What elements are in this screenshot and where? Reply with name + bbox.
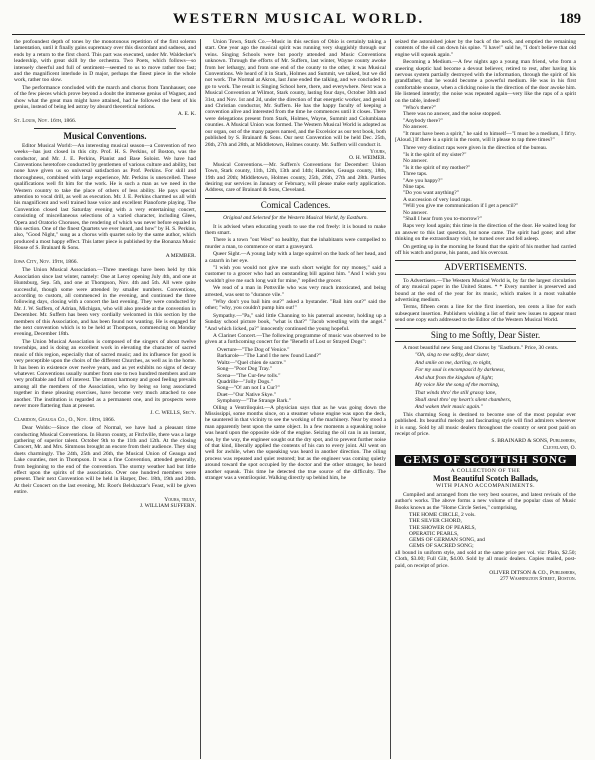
dialog-line: A succession of very loud raps. [403, 196, 472, 203]
programme-item: Scena—"The Cur-few tolls." [217, 372, 281, 379]
dialog-line: "Anybody there?" [403, 117, 443, 124]
programme-item: Waltz—"Quel chien de sactre." [217, 359, 286, 366]
dialog-line: There was no answer, and the noise stopped. [403, 111, 501, 118]
article-paragraph: "I wish you would not give me such short weight for my money," said a customer to a grocer who had an outstanding bill against him. "And I wish you wouldn't give me such long wait for mine," replied the grocer. [205, 265, 386, 284]
gems-ballads-title: Most Beautiful Scotch Ballads, [433, 473, 538, 483]
ad-paragraph: Terms, fifteen cents a line for the first insertion, ten cents a line for each subsequent insertion. Publishers wishing a list of their new issues to appear must send one copy each addressed to the Editor of the Western Musical World. [395, 304, 576, 324]
gems-accompaniments: WITH PIANO ACCOMPANIMENTS. [435, 483, 536, 490]
article-paragraph: It is advised when educating youth to use the rod freely: it is bound to make them smart. [205, 223, 386, 236]
article-paragraph: Musical Conventions.—Mr. Suffern's Conventions for December: Union Town, Stark county, 11th, 12th, 13th and 14th; Hamden, Geauga county, 18th, 19th and 20th; Middletown, Holmes county, 25th, 26th, 27th and 28th. Parties desiring our services in January or February, will please make early application. Address, care of Brainard & Sons, Cleveland. [205, 161, 386, 194]
programme-item: Quadrille—"Jolly Dogs." [217, 378, 273, 385]
series-list [395, 512, 576, 550]
series-item: THE SHOWER OF PEARLS, [409, 524, 476, 531]
signature: A MEMBER. [165, 252, 196, 259]
dialog-line: "Who's there?" [403, 105, 437, 112]
programme-item: Overture—"The Dog of Venice." [217, 346, 290, 353]
article-paragraph: On getting up in the morning he found that the spirit of his mother had carried off his watch and purse, his pants, and his overcoat. [395, 243, 576, 256]
dateline: St. Louis, Nov. 16th, 1866. [14, 117, 77, 124]
dialog-block [395, 105, 576, 131]
programme-item: Duet—"Our Native Skye." [217, 391, 277, 398]
article-paragraph: The Union Musical Association.—Three meetings have been held by this Association since last winter, namely: One at Leroy opening July 4th, and one at Huntsburg, Sep. 5th, and one at Thompson, Nov. 4th and 5th. All were quite successful, though some were attended by smaller numbers. Conventions, according to custom, all commenced in the evening, and continued the three following days, closing with a concert the last evening. They were conducted by Mr. J. W. Suffern, of Adrian, Michigan, who will also preside at the convention in December. Mr. Suffern has been very cordially welcomed in this section by the members of this Association, and has been found not wanting. He is engaged for the next convention which is to be held at Thompson, commencing on Monday evening, December 18th. [14, 267, 196, 338]
article-paragraph: "It must have been a spirit," he said to himself—"I must be a medium, I fit'ry. [Aloud.] If there is a spirit in the room, will it please to rap three times?" [395, 130, 576, 144]
article-paragraph: Queer Sight.—A young lady with a large squirrel on the back of her head, and a catarrh in her eye. [205, 251, 386, 264]
column-2 [200, 39, 390, 759]
dialog-line: "Will you give me communication if I get a pencil?" [403, 203, 519, 210]
masthead-title: WESTERN MUSICAL WORLD. [172, 11, 425, 27]
article-paragraph: Editor Musical World:—An interesting musical season—a Convention of two weeks—has just closed in this city. Prof. H. S. Perkins, of Boston, was the conductor, and Mr. J. E. Perkins, Pianist and Base Soloist. We have had Conventions heretofore conducted by gentlemen of various culture and ability, but none have given us so universal satisfaction as Prof. Perkins. For skill and thoroughness, combined with large experience, Mr. Perkins is unexcelled. These qualifications well fit him for the work. He is such a man as we need in the Western country to take the place of others of less ability. He pays special attention to vocal drill, as well as execution. Mr. J. E. Perkins charmed us all with his magnificent and well trained base voice and excellent Pianoforte playing. The Convention closed last Saturday evening with a very entertaining concert, consisting of miscellaneous selections of a varied character, including Glees, Opera and Oratorio Choruses, the rendering of which was never before equaled in this section. One of the finest Quartets we ever heard, and how" by H. S. Perkins, also, "Good Night," sung as a chorus with quartet solo by the same author, which produced a most happy effect. This latter piece is published by the Bonanza Music House of S. Brainard & Sons. [14, 142, 196, 252]
publisher-signature: S. BRAINARD & SONS, Publishers, [491, 438, 576, 445]
signature: O. H. WEIMER. [348, 155, 386, 162]
series-item: OPERATIC PEARLS, [409, 530, 459, 537]
dateline: Iowa City, Nov. 19th, 1866. [14, 259, 78, 265]
programme-item: Symphony—"The Strange Bark." [217, 398, 291, 405]
dialog-line: "Is it the spirit of my mother?" [403, 164, 471, 171]
article-paragraph: The performance concluded with the march and chorus from Tannhauser, one of the few pieces which prove beyond a doubt the immense genius of Wagner, and show what the great man might have attained, had he followed the bent of his genius, instead of being led astray by absurd theoretical notions. [14, 84, 196, 111]
verse-line: And waken their music again." [415, 404, 483, 411]
page-header [12, 8, 585, 35]
signature: Yours, truly, [164, 496, 196, 503]
dialog-line: No answer. [403, 209, 428, 216]
verse-line: "Oh, sing to me softly, dear sister, [415, 352, 490, 359]
dialog-block [395, 152, 576, 216]
verse-line: Shall steal thro' my heart's silent chambers, [415, 396, 512, 403]
article-paragraph: Oiling a Ventriloquist.—A physician says that as he was going down the Mississippi, some months since, on a steamer whose engine was upon the deck, he sauntered in that vicinity to see the working of the machinery. Near by stood a man apparently bent upon the same object. In a few moments a squeaking noise was heard upon the opposite side of the engine. Seizing the oil can in an instant, one, by the way, the engineer sought out the dry spot, and to prevent further noise of that kind, liberally applied the contents of his can to every joint. All went on well for awhile, when the squeaking was heard in another direction. The oiling process was repeated and quiet restored; but as the engineer was coming quietly around toward the spot occupied by the doctor and the other stranger, he heard another squeak. This time he detected the true source of the difficulty. The stranger was a ventriloquist. Walking directly up behind him, he [205, 404, 386, 481]
verse-line: My voice like the song of the morning, [415, 382, 500, 389]
publisher-signature: Cleveland, O. [542, 444, 576, 451]
section-heading-comical-cadences: Comical Cadences. [205, 198, 386, 212]
series-item: THE SILVER CHORD, [409, 518, 462, 525]
ad-paragraph: To Advertisers.—The Western Musical World is, by far the largest circulation of any musical paper in the United States. * * Every number is preserved and bound at the end of the year for its music, which makes it a most valuable advertising medium. [395, 277, 576, 304]
programme-item: Song—"Poor Dog Tray." [217, 366, 273, 373]
gems-scottish-song-banner: GEMS OF SCOTTISH SONG [395, 455, 576, 465]
article-paragraph: Raps very loud again; this time in the direction of the door. He waited long for an answer to this last question, but none came. The spirit had gone; and after thinking on the extraordinary visit, he turned over and fell asleep. [395, 223, 576, 243]
article-paragraph: There is a town "out West" so healthy, that the inhabitants were compelled to murder a man, to commence or start a graveyard. [205, 237, 386, 250]
article-paragraph: "Shall I hear from you to-morrow?" [403, 215, 482, 222]
divider [34, 128, 176, 129]
publisher-signature: OLIVER DITSON & CO., Publishers, [489, 570, 576, 576]
series-item: GEMS OF SACRED SONG; [409, 543, 474, 550]
article-paragraph: Sympathy.—"Pa," said little Channing to his paternal ancestor, holding up a Sunday school picture book, "what is that?" "Jacob wrestling with the angel." "And which licked, pa?" innocently continued the young hopeful. [205, 312, 386, 332]
signature: J. C. WELLS, Sec'y. [150, 410, 196, 417]
song-verse [395, 352, 576, 410]
concert-programme [205, 347, 386, 405]
programme-item: Song—"O! am not I a Cur?" [217, 385, 280, 392]
verse-line: And smile on me, darling, to night, [415, 359, 492, 366]
dialog-line: Nine taps. [403, 183, 426, 190]
ad-paragraph: all bound in uniform style, and sold at the same price per vol. viz: Plain, $2.50; Cloth, $3.00; Full Gilt, $4.00. Sold by all music dealers. Copies mailed, post-paid, on receipt of price. [395, 549, 576, 569]
dialog-line: Three taps. [403, 171, 428, 178]
columns [10, 39, 587, 759]
ad-paragraph: Compiled and arranged from the very best sources, and latest revisals of the author's works. The above forms a new volume of the popular class of Music Books known as the "Home Circle Series," comprising, [395, 491, 576, 511]
dialog-line: "Are you happy?" [403, 177, 443, 184]
article-paragraph: The Union Musical Association is composed of the singers of about twelve townships, and is doing an excellent work in elevating the character of sacred music of this region, especially that of sacred music; and its influence for good is very perceptible upon the choirs of the different Churches, as well as in the home. It has been in existence over twelve years, and as yet exhibits no signs of decay whatever. Conventions usually number from one to two hundred members and are very profitable and full of interest. The utmost harmony and good feeling prevails among all the members of the Association, who by being so long associated together in these pleasing exercises, have become very much attached to one another. The institution is regarded as a permanent one, and its prospects were never more flattering than at present. [14, 338, 196, 409]
article-paragraph: "Why don't you bail him out?" asked a bystander. "Bail him out?" said the other; "why, you couldn't pump him out!" [205, 299, 386, 312]
article-paragraph: Becoming a Medium.—A few nights ago a young man friend, who from a sneering skeptic had become a devout believer, retired to rest, after having his nervous system partially destroyed with the information, through the spirit of his grandfather, that he would become a powerful medium. He was in his first comfortable snooze, when a clicking noise in the direction of the door awoke him. He listened intently; the noise was repeated again—very like the raps of a spirit on the table, indeed! [395, 59, 576, 104]
dialog-line: "Do you want anything?" [403, 190, 459, 197]
verse-line: That winds thro' the still grassy lane, [415, 389, 497, 396]
article-paragraph: Three very distinct raps were given in the direction of the bureau. [403, 144, 548, 151]
dialog-line: No answer. [403, 158, 428, 165]
article-paragraph: Union Town, Stark Co.—Music in this section of Ohio is certainly taking a start. One year ago the musical spirit was running very sluggishly through our veins. Singing Schools were but poorly attended and Music Conventions unknown. Through the efforts of Mr. Suffern, last winter, Wayne county awoke from her lethargy, and from one end of the county to the other, it was Musical Conventions. We heard of it in Stark, Holmes and Summit, we talked, but we did not work. The Normal at Akron, last June ended the talking, and we concluded to go to work. The result is Singing School here, there, and everywhere. Next was a Musical Convention at Wilmot, Stark county, lasting four days, October 30th and 31st, and Nov. 1st and 2d, under the direction of that energetic worker, and genial and Christian conductor, Mr. Suffern. He has the happy faculty of keeping a convention alive and interested from the time he commences until it closes. There were delegations present from Stark, Holmes, Wayne, Summit and Columbiana counties. A Musical Union was formed. The Western Musical World is adopted as our organ, out of the many papers named, and the Excelsior as our text book, both published by S. Brainard & Sons. Our next Convention will be held Dec. 25th, 26th, 27th and 28th, at Middletown, Holmes county. Mr. Suffern will conduct it. [205, 39, 386, 148]
verse-line: And shut from the kingdom of light; [415, 374, 494, 381]
verse-line: For my soul is encompass'd by darkness, [415, 367, 505, 374]
song-ad-heading: Sing to me Softly, Dear Sister. [395, 328, 576, 342]
section-subheading: Original and Selected for the Western Musical World, by Eastburn. [223, 215, 368, 222]
page-number: 189 [559, 11, 581, 27]
article-paragraph: Dear Wolds:—Since the close of Normal, we have had a pleasant time conducting Musical Conventions. In Huron county, at Fitchville, there was a large gathering of superior talent. October 9th to the 11th and 12th. At the closing Concert, Mr. and Mrs. Simmons brought an encore from their audience. They sing duets charmingly. The 24th, 25th and 26th, the Musical Union of Geauga and Lake counties, met in Thompson. It was a fine Convention, attended generally, from beginning to the end of the convention. The stormy weather had but little effect upon the spirits of the association. Over one hundred members were present. Their next Convention will be held in Harper, Dec. 18th, 19th and 20th. At their Concert on the last evening, Mr. Root's Belshazzar's Feast, will be given entire. [14, 425, 196, 496]
signature: A. E. K. [177, 111, 196, 118]
dialog-line: "Is it the spirit of my sister?" [403, 151, 467, 158]
ad-paragraph: This charming Song is destined to become one of the most popular ever published. Its beautiful melody and fascinating style will find admirers wherever it is sung. Sold by all music dealers throughout the country or sent post paid on receipt of price. [395, 411, 576, 437]
series-item: THE HOME CIRCLE, 2 vols. [409, 512, 476, 518]
dateline: Claridon, Geauga Co., O., Nov. 18th, 1866. [14, 416, 115, 423]
programme-item: Barkarole—"The Land I the new found Land?" [217, 353, 322, 360]
article-paragraph: the profoundest depth of tones by the monotonous repetition of the first solemn lamentation, until it finally gains supremacy over this discordant and sadness, and ends by a return to the first chord. This part was executed, under Mr. Waldecker's leadership, with great skill by the orchestra. Two Poets, which follows—so intensely cheerful and full of sentiment—seemed to us to move rather too fast; and the magnificent interlude in D major, perhaps the finest piece in the whole work, rather too slow. [14, 39, 196, 84]
article-paragraph: A Clarinet Concert.—The following programme of music was observed to be given at a forthcoming concert for the "Benefit of Lost or Strayed Dogs": [205, 333, 386, 346]
dialog-line: No answer. [403, 124, 428, 131]
publisher-address: 277 Washington Street, Boston. [500, 576, 576, 583]
signature: Yours, [369, 148, 386, 155]
section-heading-musical-conventions: Musical Conventions. [63, 131, 147, 142]
ad-paragraph: A most beautiful new Song and Chorus by "Eastburn." Price, 30 cents. [403, 345, 559, 352]
gems-subtitle: A COLLECTION OF THE [450, 467, 521, 474]
signature: J. WILLIAM SUFFERN. [139, 503, 196, 510]
series-item: GEMS OF GERMAN SONG, and [409, 537, 485, 544]
column-3 [390, 39, 580, 759]
article-paragraph: seized the astonished joker by the back of the neck, and emptied the remaining contents of the oil can down his spine. "I have!" said he, "I don't believe that old engine will squeak again." [395, 39, 576, 58]
article-paragraph: We read of a man in Pottsville who was very much intoxicated, and being arrested, was sent to "durance vile." [205, 285, 386, 298]
section-heading-advertisements: ADVERTISEMENTS. [395, 260, 576, 274]
column-1 [10, 39, 200, 759]
